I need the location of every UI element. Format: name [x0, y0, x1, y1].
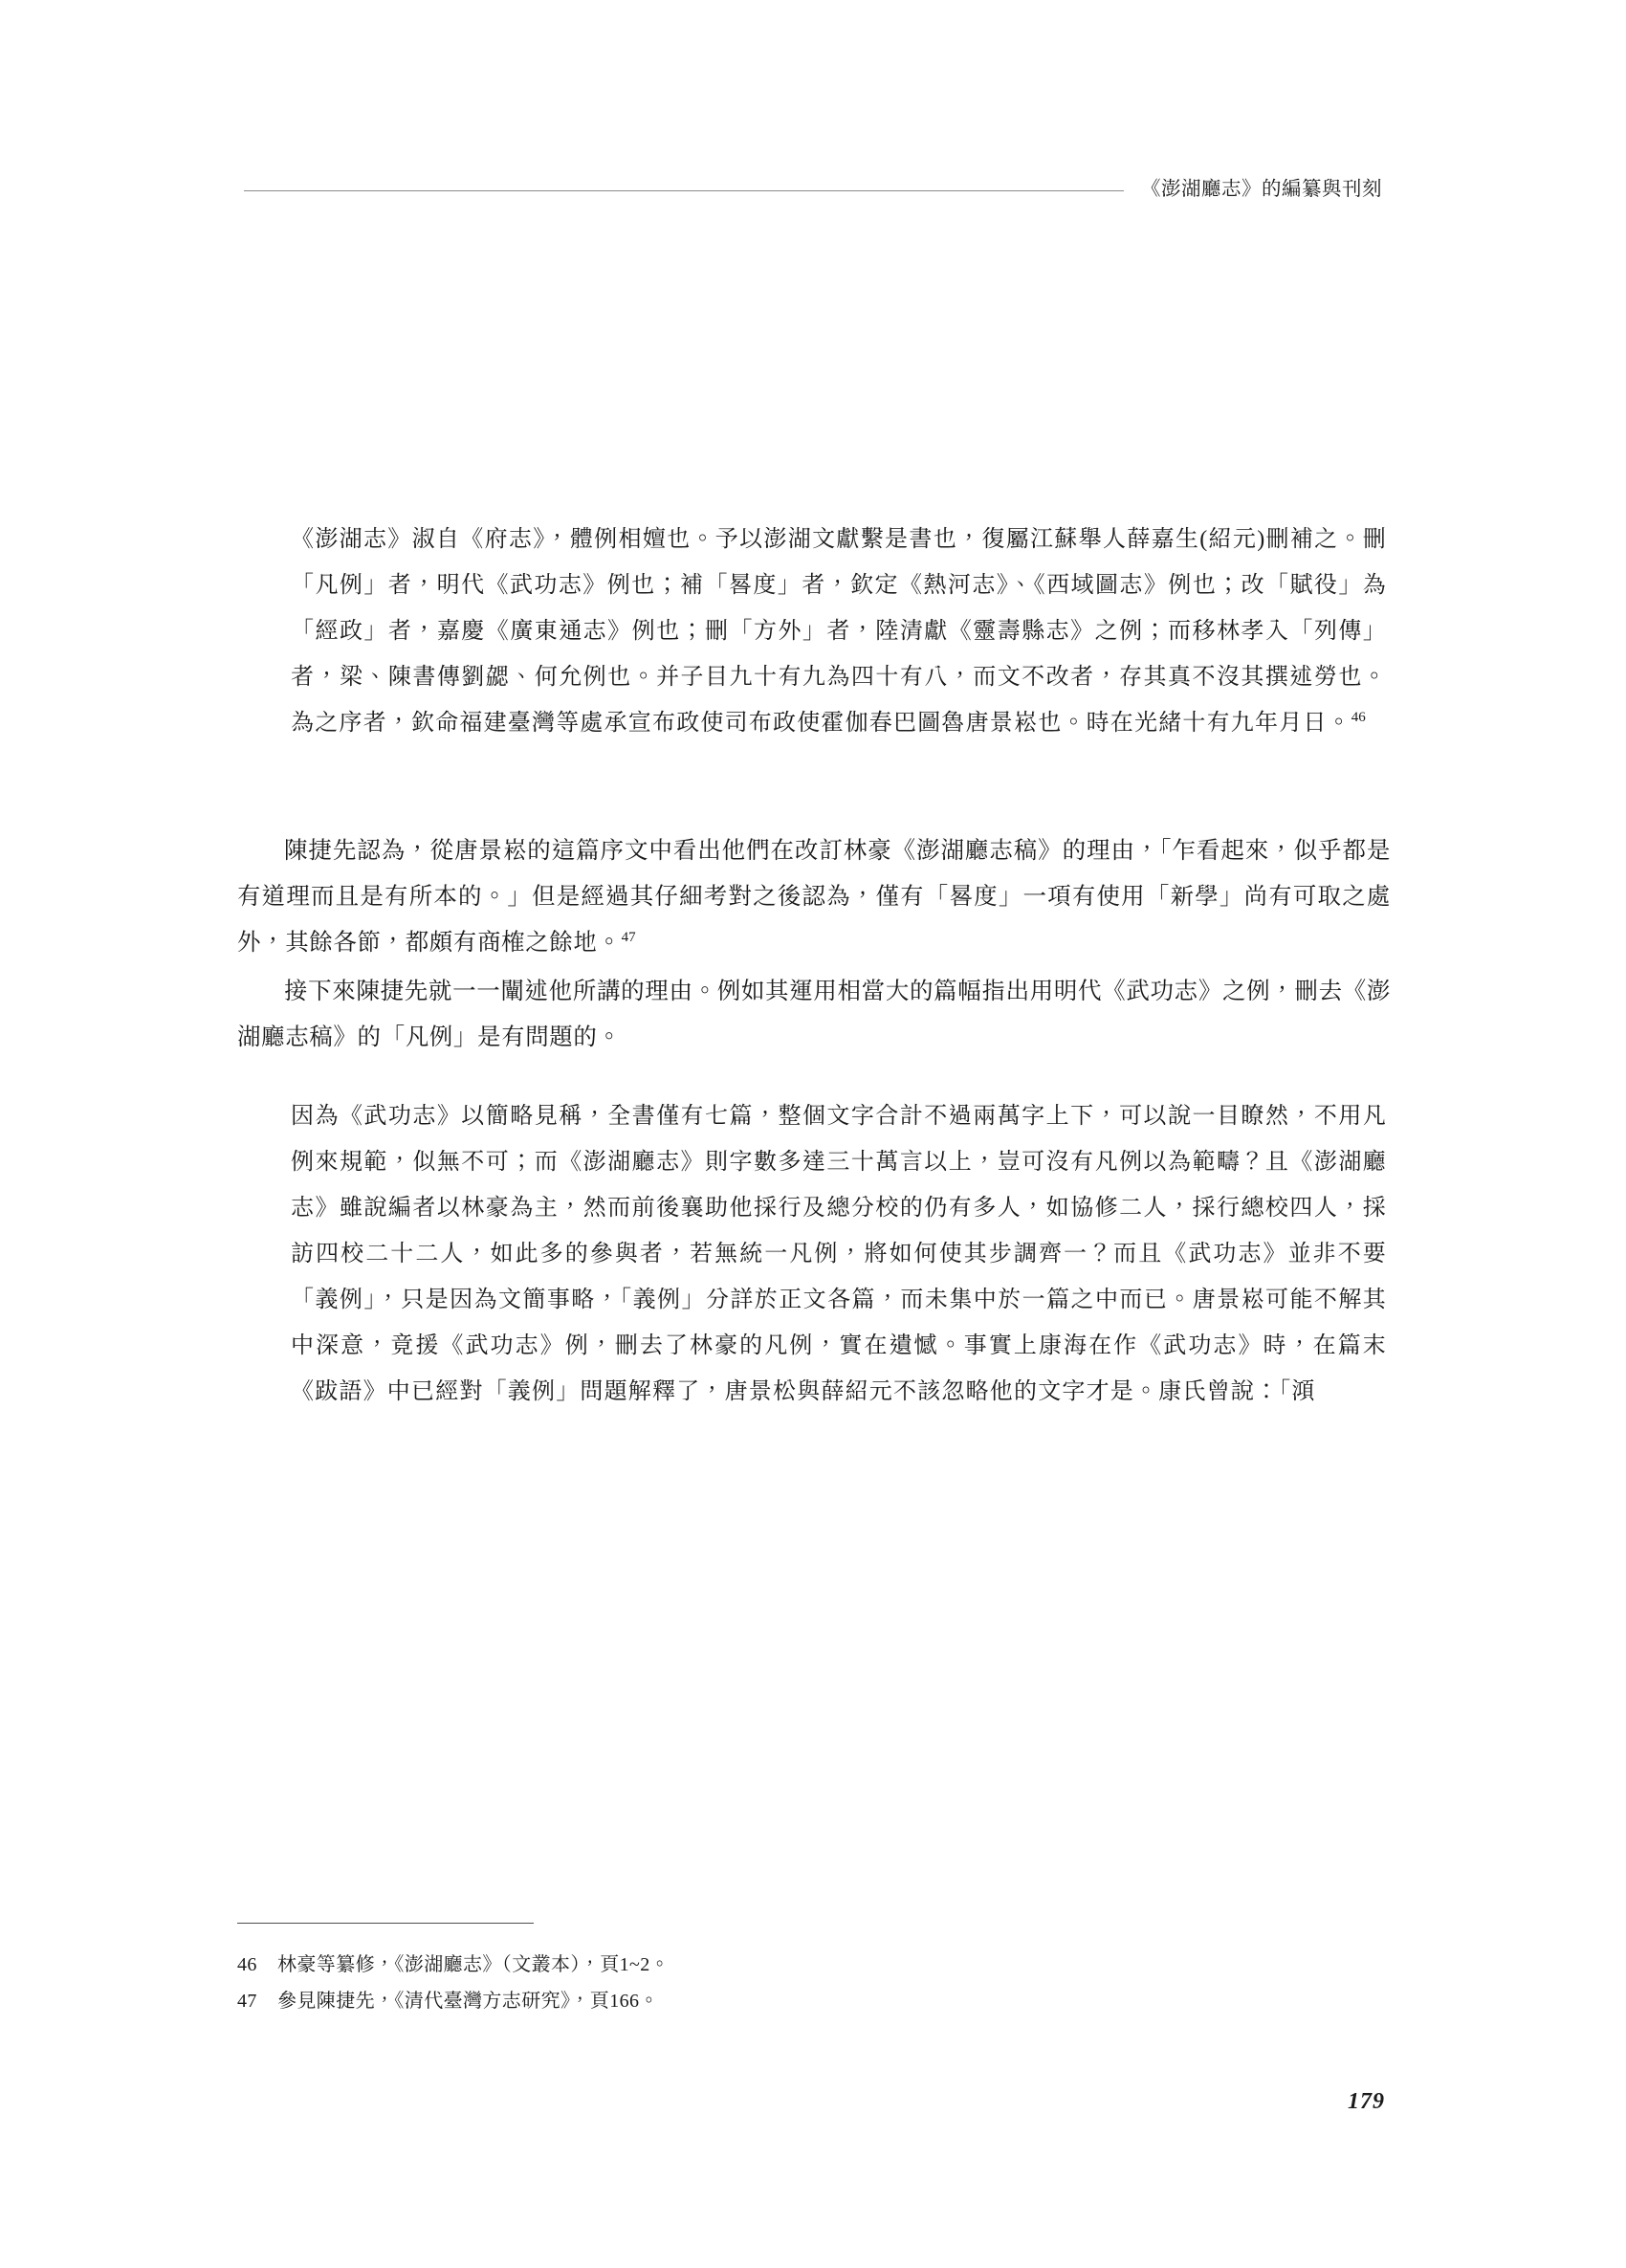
footnote-ref-46: 46: [1351, 710, 1366, 725]
running-title: 《澎湖廳志》的編纂與刊刻: [1124, 172, 1382, 201]
footnote-area: [237, 1923, 1391, 2019]
paragraph-two: 接下來陳捷先就一一闡述他所講的理由。例如其運用相當大的篇幅指出用明代《武功志》之例，刪去《澎湖廳志稿》的「凡例」是有問題的。: [237, 979, 1391, 1051]
paragraph-one: [237, 828, 1391, 965]
footnote-number: 47: [237, 1991, 257, 2012]
block-quote-second: 因為《武功志》以簡略見稱，全書僅有七篇，整個文字合計不過兩萬字上下，可以說一目瞭然，不用凡例來規範，似無不可；而《澎湖廳志》則字數多達三十萬言以上，豈可沒有凡例以為範疇？且《澎湖廳志》雖說編者以林豪為主，然而前後襄助他採行及總分校的仍有多人，如協修二人，採行總校四人，採訪四校二十二人，如此多的參與者，若無統一凡例，將如何使其步調齊一？而且《武功志》並非不要「義例」，只是因為文簡事略，「義例」分詳於正文各篇，而未集中於一篇之中而已。唐景崧可能不解其中深意，竟援《武功志》例，刪去了林豪的凡例，實在遺憾。事實上康海在作《武功志》時，在篇末《跋語》中已經對「義例」問題解釋了，唐景松與薛紹元不該忽略他的文字才是。康氏曾說：「澒: [291, 1103, 1387, 1404]
paragraph-one-text: 陳捷先認為，從唐景崧的這篇序文中看出他們在改訂林豪《澎湖廳志稿》的理由，「乍看起來，似乎都是有道理而且是有所本的。」但是經過其仔細考對之後認為，僅有「晷度」一項有使用「新學」尚有可取之處外，其餘各節，都頗有商榷之餘地。: [237, 838, 1391, 956]
footnote-ref-47: 47: [621, 929, 636, 945]
page-header: [244, 167, 1382, 206]
block-quote-first-text: 《澎湖志》淑自《府志》，體例相嬗也。予以澎湖文獻繫是書也，復屬江蘇舉人薛嘉生(紹元)刪補之。刪「凡例」者，明代《武功志》例也；補「晷度」者，欽定《熱河志》、《西域圖志》例也；改「賦役」為「經政」者，嘉慶《廣東通志》例也；刪「方外」者，陸清獻《靈壽縣志》之例；而移林孝入「列傳」者，梁、陳書傳劉勰、何允例也。并子目九十有九為四十有八，而文不改者，存其真不沒其撰述勞也。為之序者，欽命福建臺灣等處承宣布政使司布政使霍伽春巴圖魯唐景崧也。時在光緒十有九年月日。: [291, 527, 1387, 736]
footnote-item: [237, 1947, 1391, 1983]
footnote-number: 46: [237, 1954, 257, 1975]
footnote-divider: [237, 1923, 534, 1924]
spacer-two: [237, 1061, 1391, 1093]
page-number: 179: [1348, 2089, 1385, 2114]
block-quote-first: [291, 517, 1387, 746]
footnote-text: 林豪等纂修，《澎湖廳志》（文叢本），頁1~2。: [277, 1954, 670, 1975]
footnote-item: [237, 1983, 1391, 2019]
spacer: [237, 746, 1391, 790]
footnote-text: 參見陳捷先，《清代臺灣方志研究》，頁166。: [277, 1991, 659, 2012]
page-body: [237, 517, 1391, 1415]
